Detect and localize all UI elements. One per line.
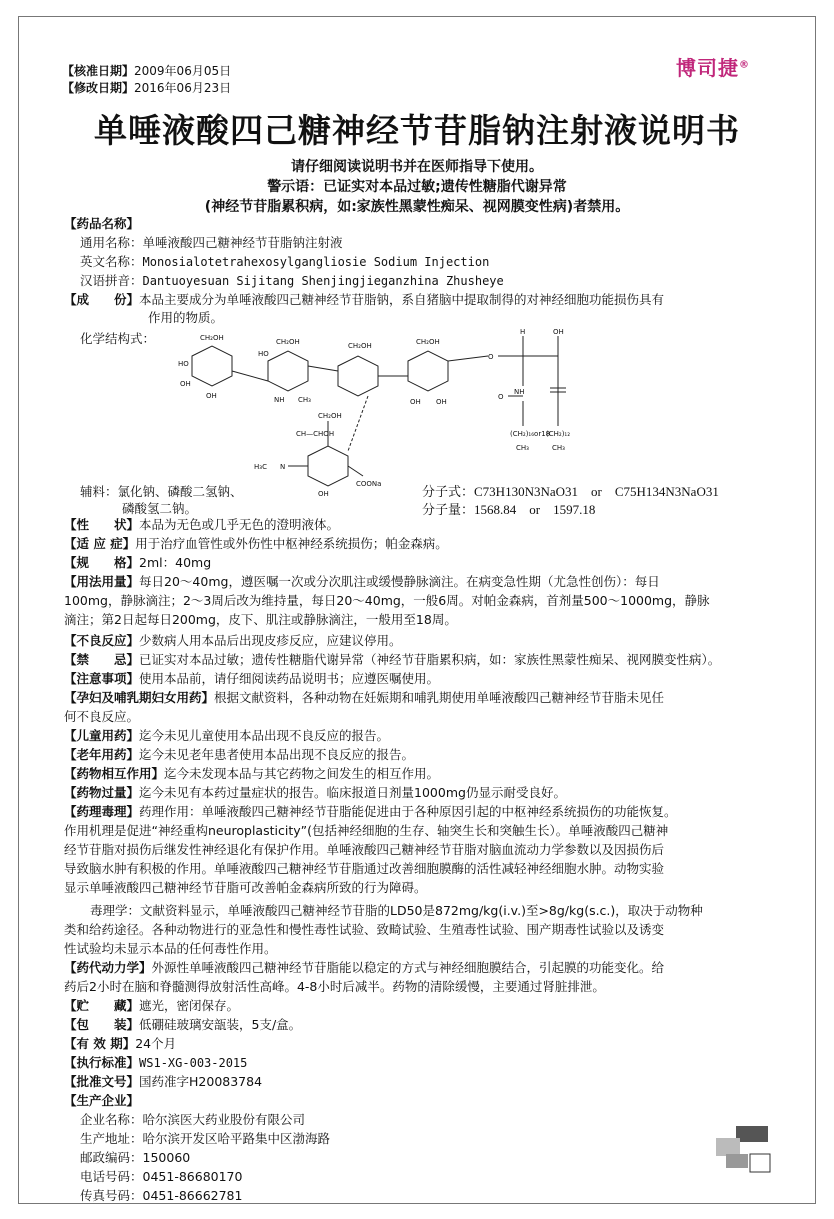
interaction-section <box>64 765 439 783</box>
fax-value: 0451-86662781 <box>142 1188 243 1203</box>
brand-logo <box>676 52 750 81</box>
approval-label: 【批准文号】 <box>64 1074 140 1089</box>
dosage-line-1: 每日20～40mg，遵医嘱一次或分次肌注或缓慢静脉滴注。在病变急性期（尤急性创伤）：每日 <box>139 574 660 589</box>
label-ho-1: HO <box>178 360 189 368</box>
generic-name-value: 单唾液酸四己糖神经节苷脂钠注射液 <box>142 235 343 250</box>
pharmacology-line-2: 作用机理是促进“神经重构neuroplasticity”(包括神经细胞的生存、轴突生长和突触生长）。单唾液酸四己糖神 <box>64 823 669 838</box>
fax-label: 传真号码： <box>80 1188 143 1203</box>
character-text: 本品为无色或几乎无色的澄明液体。 <box>139 517 340 532</box>
children-text: 迄今未见儿童使用本品出现不良反应的报告。 <box>139 728 390 743</box>
weight-label: 分子量： <box>422 503 475 518</box>
label-nh-1: NH <box>274 396 285 404</box>
overdose-text: 迄今未见有本药过量症状的报告。临床报道日剂量1000mg仍显示耐受良好。 <box>139 785 566 800</box>
structure-label: 化学结构式： <box>80 331 156 346</box>
caution-text: 使用本品前，请仔细阅读药品说明书；应遵医嘱使用。 <box>139 671 440 686</box>
pharmacology-line-5: 显示单唾液酸四己糖神经节苷脂可改善帕金森病所致的行为障碍。 <box>64 880 427 895</box>
adverse-section <box>64 632 402 650</box>
pharmacology-section <box>64 803 677 821</box>
manufacturer-name-value: 哈尔滨医大药业股份有限公司 <box>142 1112 306 1127</box>
character-label: 【性 状】 <box>64 517 140 532</box>
pharmacology-line-8: 性试验均未显示本品的任何毒性作用。 <box>64 941 277 956</box>
composition-text: 本品主要成分为单唾液酸四己糖神经节苷脂钠，系自猪脑中提取制得的对神经细胞功能损伤具有 <box>139 292 665 307</box>
pregnancy-section <box>64 689 664 707</box>
composition-text-2: 作用的物质。 <box>148 310 224 325</box>
modify-date <box>62 79 231 96</box>
modify-label: 【修改日期】 <box>62 81 135 95</box>
standard-text: WS1-XG-003-2015 <box>139 1056 248 1070</box>
modify-value: 2016年06月23日 <box>134 81 232 95</box>
label-chain-2: (CH₂)₁₂ <box>546 430 571 438</box>
dosage-line-3: 滴注；第2日起每日200mg，皮下、肌注或静脉滴注，一般用至18周。 <box>64 612 457 627</box>
character-section <box>64 516 339 534</box>
drug-name-heading: 【药品名称】 <box>64 216 140 231</box>
pharmacology-label: 【药理毒理】 <box>64 804 140 819</box>
label-chcoh: CH—CHOH <box>296 430 335 438</box>
label-o-2: O <box>498 393 504 401</box>
manufacturer-heading: 【生产企业】 <box>64 1093 140 1108</box>
indication-label: 【适 应 症】 <box>64 536 136 551</box>
composition-label: 【成 份】 <box>64 292 140 307</box>
label-ch2oh-5: CH₂OH <box>318 412 342 420</box>
package-text: 低硼硅玻璃安瓿装，5支/盒。 <box>139 1017 302 1032</box>
sugar-ring-4 <box>408 351 448 391</box>
pinyin-name <box>80 272 504 290</box>
pk-line-2: 药后2小时在脑和脊髓测得放射活性高峰。4-8小时后减半。药物的清除缓慢，主要通过肾脏排泄。 <box>64 979 605 994</box>
dosage-section <box>64 573 660 591</box>
label-ch3-3: CH₃ <box>552 444 565 452</box>
pregnancy-text: 根据文献资料，各种动物在妊娠期和哺乳期使用单唾液酸四己糖神经节苷脂未见任 <box>214 690 665 705</box>
formula-label: 分子式： <box>422 485 475 500</box>
spec-label: 【规 格】 <box>64 555 140 570</box>
label-ch3-2: CH₃ <box>516 444 529 452</box>
pk-label: 【药代动力学】 <box>64 960 152 975</box>
label-oh-3: OH <box>436 398 447 406</box>
address-value: 哈尔滨开发区哈平路集中区渤海路 <box>142 1131 331 1146</box>
label-ch3-1: CH₃ <box>298 396 311 404</box>
label-ch2oh-4: CH₂OH <box>416 338 440 346</box>
label-chain-1: (CH₂)₁₆or18 <box>510 430 551 438</box>
english-name-label: 英文名称： <box>80 254 143 269</box>
elderly-text: 迄今未见老年患者使用本品出现不良反应的报告。 <box>139 747 415 762</box>
label-oh-6: OH <box>318 490 329 496</box>
brand-mark: ® <box>739 59 750 71</box>
contraindication-text: 已证实对本品过敏；遗传性糖脂代谢异常（神经节苷脂累积病，如：家族性黑蒙性痴呆、视网膜变性病）。 <box>139 652 721 667</box>
pharmacology-line-4: 导致脑水肿有积极的作用。单唾液酸四己糖神经节苷脂通过改善细胞膜酶的活性减轻神经细胞水肿。动物实验 <box>64 861 665 876</box>
standard-section <box>64 1054 247 1072</box>
interaction-label: 【药物相互作用】 <box>64 766 165 781</box>
zip-label: 邮政编码： <box>80 1150 143 1165</box>
approval-section <box>64 1073 262 1091</box>
address-label: 生产地址： <box>80 1131 143 1146</box>
formula-value: C73H130N3NaO31 or C75H134N3NaO31 <box>474 484 719 499</box>
contraindication-section <box>64 651 720 669</box>
overdose-label: 【药物过量】 <box>64 785 140 800</box>
phone-value: 0451-86680170 <box>142 1169 243 1184</box>
adverse-text: 少数病人用本品后出现皮疹反应，应建议停用。 <box>139 633 402 648</box>
pinyin-label: 汉语拼音： <box>80 273 143 288</box>
label-oh-4: OH <box>410 398 421 406</box>
read-instruction: 请仔细阅读说明书并在医师指导下使用。 <box>291 159 543 175</box>
manufacturer-name-label: 企业名称： <box>80 1112 143 1127</box>
label-n: N <box>280 463 286 471</box>
label-ch2oh-2: CH₂OH <box>276 338 300 346</box>
approve-value: 2009年06月05日 <box>134 64 232 78</box>
pharmacology-line-6: 毒理学：文献资料显示，单唾液酸四己糖神经节苷脂的LD50是872mg/kg(i.v.)至>8g/kg(s.c.)，取决于动物种 <box>90 903 703 918</box>
caution-section <box>64 670 439 688</box>
warning-line-2: (神经节苷脂累积病，如:家族性黑蒙性痴呆、视网膜变性病)者禁用。 <box>204 199 630 215</box>
sugar-ring-3 <box>338 356 378 396</box>
approve-label: 【核准日期】 <box>62 64 135 78</box>
spec-text: 2ml：40mg <box>139 555 212 570</box>
excipient-value: 氯化钠、磷酸二氢钠、 <box>117 484 243 499</box>
label-o-link: O <box>488 353 494 361</box>
spec-section <box>64 554 211 572</box>
sugar-ring-2 <box>268 351 308 391</box>
molecular-formula <box>422 481 719 500</box>
interaction-text: 迄今未发现本品与其它药物之间发生的相互作用。 <box>164 766 440 781</box>
generic-name <box>80 234 343 252</box>
elderly-label: 【老年用药】 <box>64 747 140 762</box>
approval-text: 国药准字H20083784 <box>139 1074 263 1089</box>
caution-label: 【注意事项】 <box>64 671 140 686</box>
excipient-label: 辅料： <box>80 484 118 499</box>
chemical-structure-diagram <box>178 326 598 496</box>
label-oh-1: OH <box>180 380 191 388</box>
phone-label: 电话号码： <box>80 1169 143 1184</box>
label-ch2oh-1: CH₂OH <box>200 334 224 342</box>
package-section <box>64 1016 301 1034</box>
sialic-acid-ring <box>308 446 348 486</box>
english-name <box>80 253 489 271</box>
dosage-label: 【用法用量】 <box>64 574 140 589</box>
contraindication-label: 【禁 忌】 <box>64 652 140 667</box>
elderly-section <box>64 746 414 764</box>
composition <box>64 291 664 309</box>
validity-section <box>64 1035 176 1053</box>
manufacturer-address <box>80 1130 330 1148</box>
label-ch2oh-3: CH₂OH <box>348 342 372 350</box>
standard-label: 【执行标准】 <box>64 1055 140 1070</box>
adverse-label: 【不良反应】 <box>64 633 140 648</box>
pharmacology-line-3: 经节苷脂对损伤后继发性神经退化有保护作用。单唾液酸四己糖神经节苷脂对脑血流动力学参数以及因损伤后 <box>64 842 665 857</box>
indication-section <box>64 535 448 553</box>
indication-text: 用于治疗血管性或外伤性中枢神经系统损伤；帕金森病。 <box>135 536 448 551</box>
pinyin-value: Dantuoyesuan Sijitang Shenjingjieganzhina Zhusheye <box>142 274 504 288</box>
label-nh-2: NH <box>514 388 525 396</box>
manufacturer-name <box>80 1111 305 1129</box>
storage-label: 【贮 藏】 <box>64 998 140 1013</box>
pk-section <box>64 959 664 977</box>
document-title: 单唾液酸四己糖神经节苷脂钠注射液说明书 <box>94 111 740 150</box>
brand-name: 博司捷 <box>676 56 739 80</box>
weight-value: 1568.84 or 1597.18 <box>474 502 596 517</box>
manufacturer-phone <box>80 1168 242 1186</box>
molecular-weight <box>422 499 595 518</box>
storage-section <box>64 997 239 1015</box>
children-label: 【儿童用药】 <box>64 728 140 743</box>
pregnancy-text-2: 何不良反应。 <box>64 709 140 724</box>
overdose-section <box>64 784 566 802</box>
generic-name-label: 通用名称： <box>80 235 143 250</box>
label-oh-2: OH <box>206 392 217 400</box>
label-coona: COONa <box>356 480 382 488</box>
pharmacology-line-1: 药理作用：单唾液酸四己糖神经节苷脂能促进由于各种原因引起的中枢神经系统损伤的功能恢复。 <box>139 804 677 819</box>
label-h-1: H <box>520 328 526 336</box>
pregnancy-label: 【孕妇及哺乳期妇女用药】 <box>64 690 215 705</box>
children-section <box>64 727 389 745</box>
label-oh-5: OH <box>553 328 564 336</box>
label-ho-2: HO <box>258 350 269 358</box>
package-label: 【包 装】 <box>64 1017 140 1032</box>
pharmacology-line-7: 类和给药途径。各种动物进行的亚急性和慢性毒性试验、致畸试验、生殖毒性试验、围产期毒性试验以及诱变 <box>64 922 665 937</box>
excipient-value-2: 磷酸氢二钠。 <box>122 501 198 516</box>
excipients <box>80 483 243 501</box>
manufacturer-fax <box>80 1187 242 1205</box>
decorative-squares-icon <box>714 1124 774 1179</box>
dosage-line-2: 100mg，静脉滴注；2～3周后改为维持量，每日20～40mg，一般6周。对帕金森病，首剂量500～1000mg，静脉 <box>64 593 710 608</box>
storage-text: 遮光，密闭保存。 <box>139 998 240 1013</box>
pk-line-1: 外源性单唾液酸四己糖神经节苷脂能以稳定的方式与神经细胞膜结合，引起膜的功能变化。给 <box>151 960 665 975</box>
validity-label: 【有 效 期】 <box>64 1036 136 1051</box>
validity-text: 24个月 <box>135 1036 177 1051</box>
zip-value: 150060 <box>142 1150 191 1165</box>
english-name-value: Monosialotetrahexosylgangliosie Sodium Injection <box>142 255 490 269</box>
sugar-ring-1 <box>192 346 232 386</box>
warning-line: 警示语：已证实对本品过敏;遗传性糖脂代谢异常 <box>267 179 567 195</box>
approve-date <box>62 62 231 79</box>
label-h3c: H₃C <box>254 463 267 471</box>
manufacturer-zip <box>80 1149 190 1167</box>
